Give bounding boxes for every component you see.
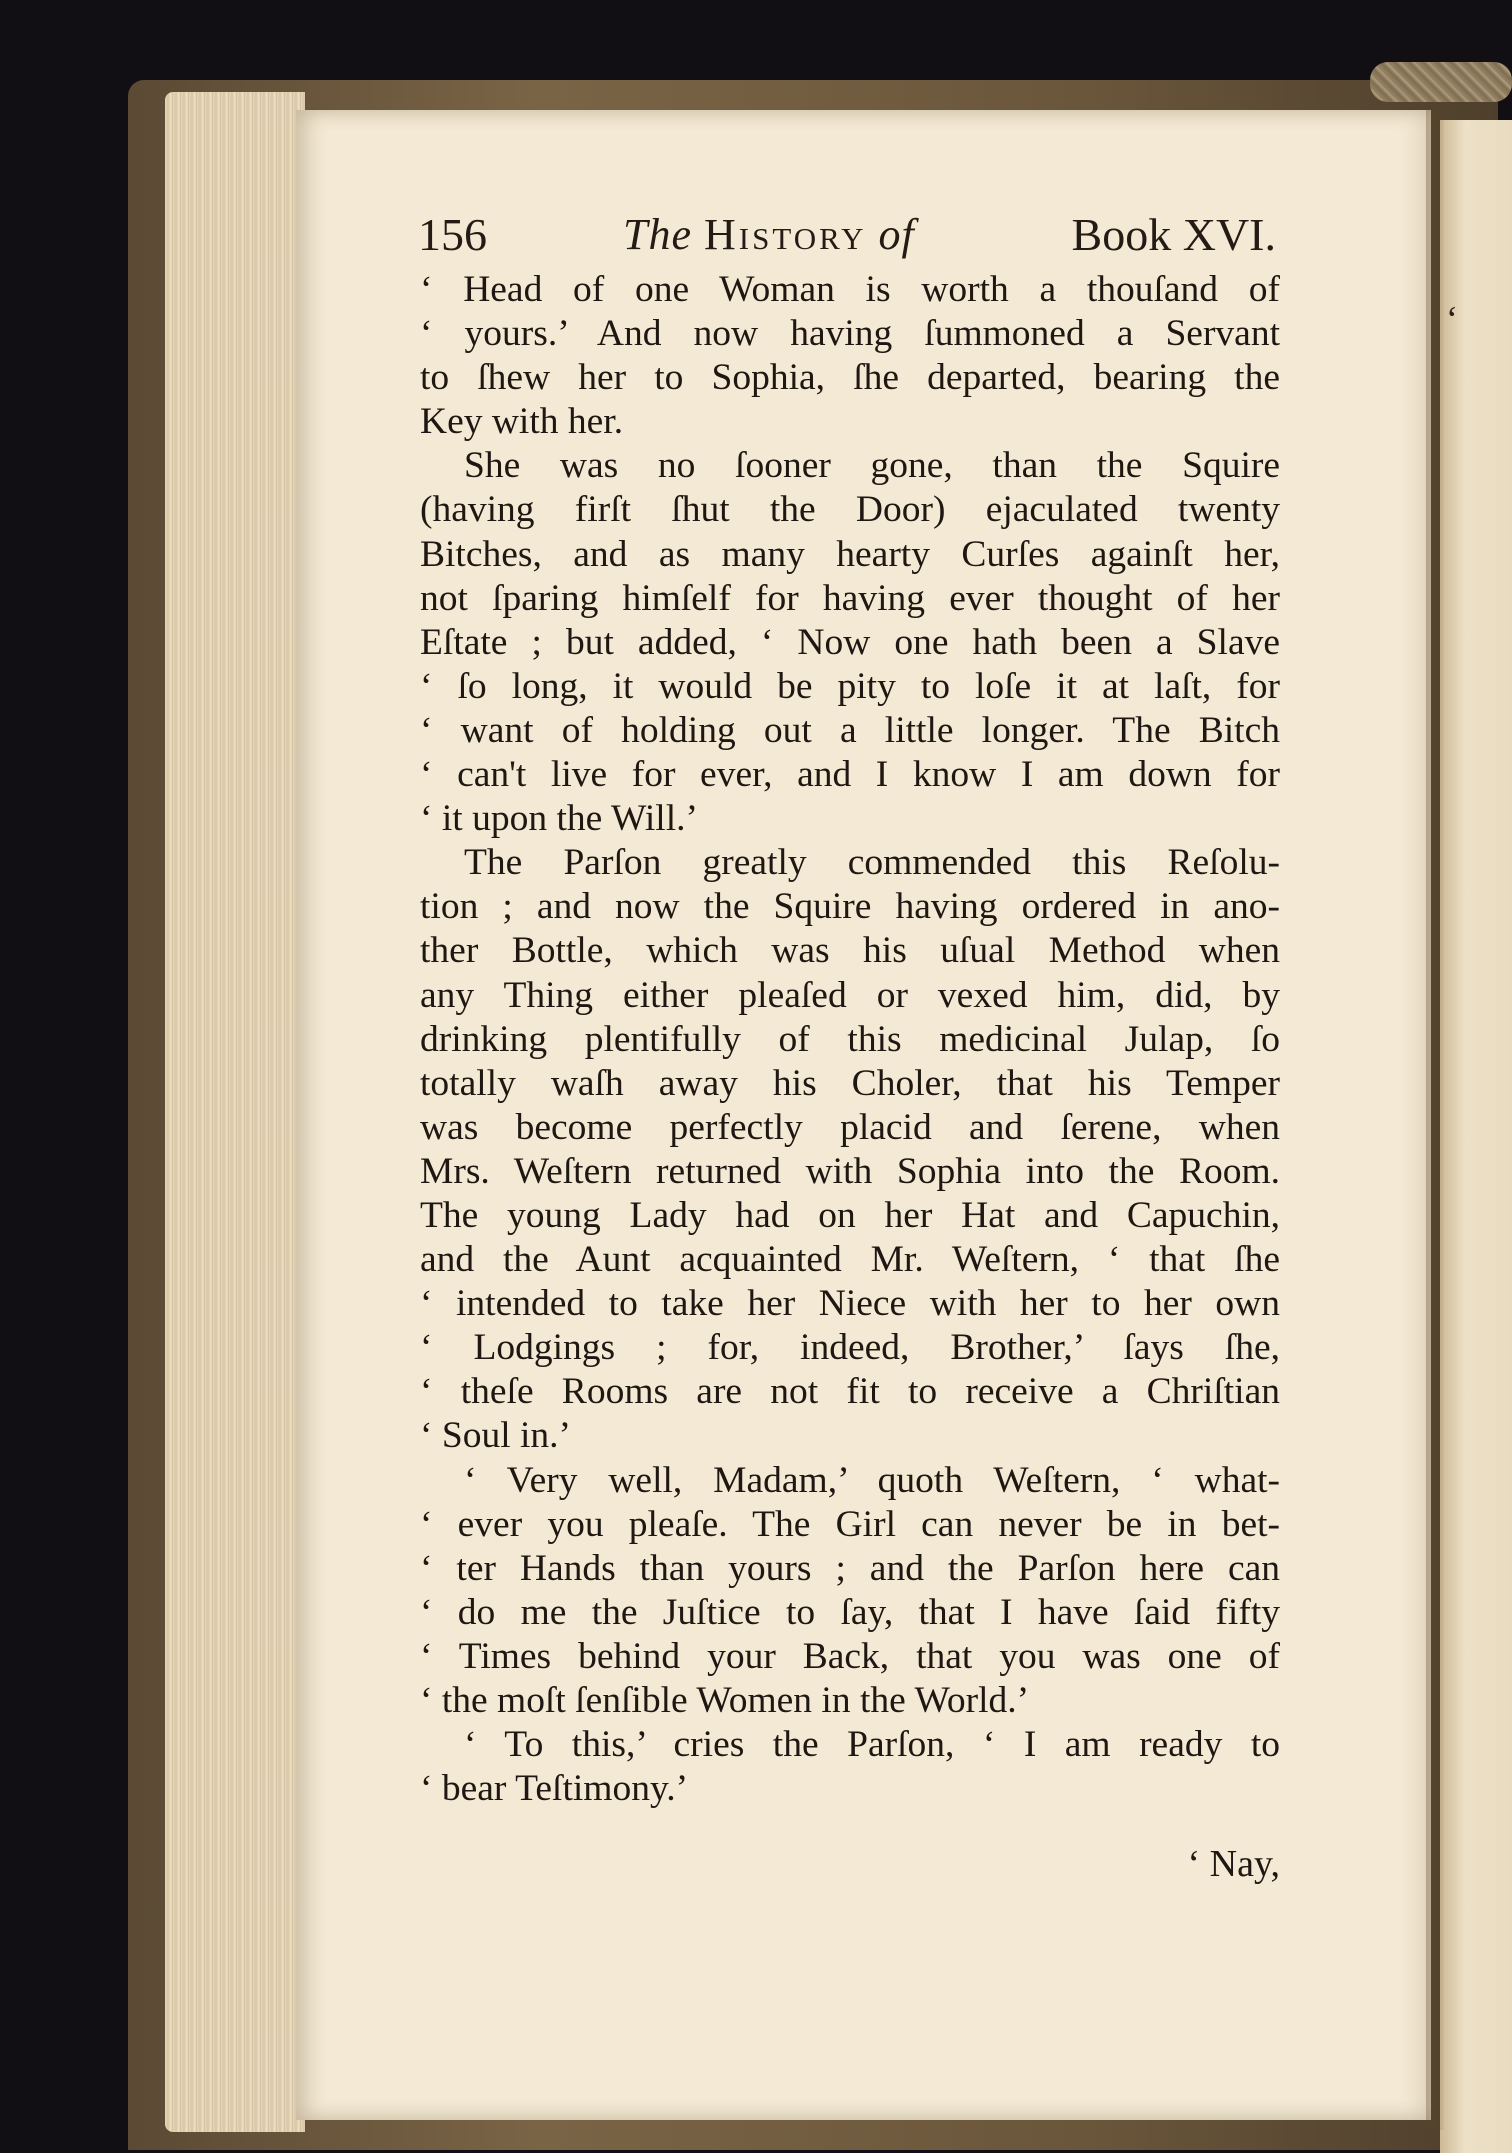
text-line: ‘ Head of one Woman is worth a thouſand of xyxy=(420,269,1280,310)
text-line: ‘ do me the Juſtice to ſay, that I have ſaid fifty xyxy=(420,1591,1280,1633)
text-line: ‘ the moſt ſenſible Women in the World.’ xyxy=(420,1680,1030,1721)
text-line: ‘ it upon the Will.’ xyxy=(420,798,698,840)
text-line: any Thing either pleaſed or vexed him, did, by xyxy=(420,974,1280,1016)
text-line: ‘ Times behind your Back, that you was one of xyxy=(420,1635,1280,1677)
running-title-history: History xyxy=(704,210,867,259)
text-line: ther Bottle, which was his uſual Method when xyxy=(420,930,1280,972)
facing-page-edge xyxy=(1440,120,1512,2153)
running-title-of: of xyxy=(878,210,915,259)
text-line: to ſhew her to Sophia, ſhe departed, bearing the xyxy=(420,357,1280,399)
page-edges xyxy=(165,92,305,2132)
text-line: ‘ ſo long, it would be pity to loſe it at laſt, for xyxy=(420,665,1280,707)
text-line: Key with her. xyxy=(420,401,624,443)
text-line: ‘ want of holding out a little longer. The Bitch xyxy=(420,709,1280,751)
body-text xyxy=(420,268,1280,1811)
text-line: Eſtate ; but added, ‘ Now one hath been a Slave xyxy=(420,621,1280,663)
text-line: was become perfectly placid and ſerene, when xyxy=(420,1106,1280,1148)
text-line: ‘ Lodgings ; for, indeed, Brother,’ ſays ſhe, xyxy=(420,1327,1280,1369)
text-line: ‘ To this,’ cries the Parſon, ‘ I am ready to xyxy=(464,1724,1280,1766)
text-line: ‘ intended to take her Niece with her to her own xyxy=(420,1283,1280,1325)
running-header xyxy=(418,205,1276,265)
text-line: not ſparing himſelf for having ever thought of her xyxy=(420,577,1280,619)
text-line: The young Lady had on her Hat and Capuchin, xyxy=(420,1194,1280,1236)
text-line: ‘ ter Hands than yours ; and the Parſon here can xyxy=(420,1547,1280,1589)
page-number: 156 xyxy=(418,209,487,260)
text-line: ‘ bear Teſtimony.’ xyxy=(420,1768,689,1810)
page-gutter xyxy=(1426,110,1444,2130)
text-line: (having firſt ſhut the Door) ejaculated twenty xyxy=(420,489,1280,531)
text-line: ‘ Soul in.’ xyxy=(420,1415,572,1457)
headband xyxy=(1370,62,1512,102)
catchword: ‘ Nay, xyxy=(1187,1843,1280,1885)
running-title-the: The xyxy=(623,210,692,259)
text-line: ‘ Very well, Madam,’ quoth Weſtern, ‘ what- xyxy=(464,1459,1280,1501)
text-line: ‘ yours.’ And now having ſummoned a Servant xyxy=(420,313,1280,355)
text-line: ‘ ever you pleaſe. The Girl can never be in bet- xyxy=(420,1503,1280,1545)
text-line: Mrs. Weſtern returned with Sophia into the Room. xyxy=(420,1150,1280,1192)
text-line: tion ; and now the Squire having ordered in ano- xyxy=(420,886,1280,928)
text-line: drinking plentifully of this medicinal Julap, ſo xyxy=(420,1018,1280,1060)
text-line: ‘ can't live for ever, and I know I am down for xyxy=(420,754,1280,796)
text-line: She was no ſooner gone, than the Squire xyxy=(464,445,1280,487)
running-title xyxy=(623,205,915,265)
text-line: ‘ theſe Rooms are not fit to receive a Chriſtian xyxy=(420,1371,1280,1413)
text-line: Bitches, and as many hearty Curſes againſt her, xyxy=(420,533,1280,575)
facing-page-mark: ‘ xyxy=(1446,299,1458,339)
text-line: The Parſon greatly commended this Reſolu- xyxy=(464,842,1280,884)
book-number: Book XVI. xyxy=(1071,209,1276,260)
text-line: and the Aunt acquainted Mr. Weſtern, ‘ that ſhe xyxy=(420,1239,1280,1281)
text-line: totally waſh away his Choler, that his Temper xyxy=(420,1062,1280,1104)
